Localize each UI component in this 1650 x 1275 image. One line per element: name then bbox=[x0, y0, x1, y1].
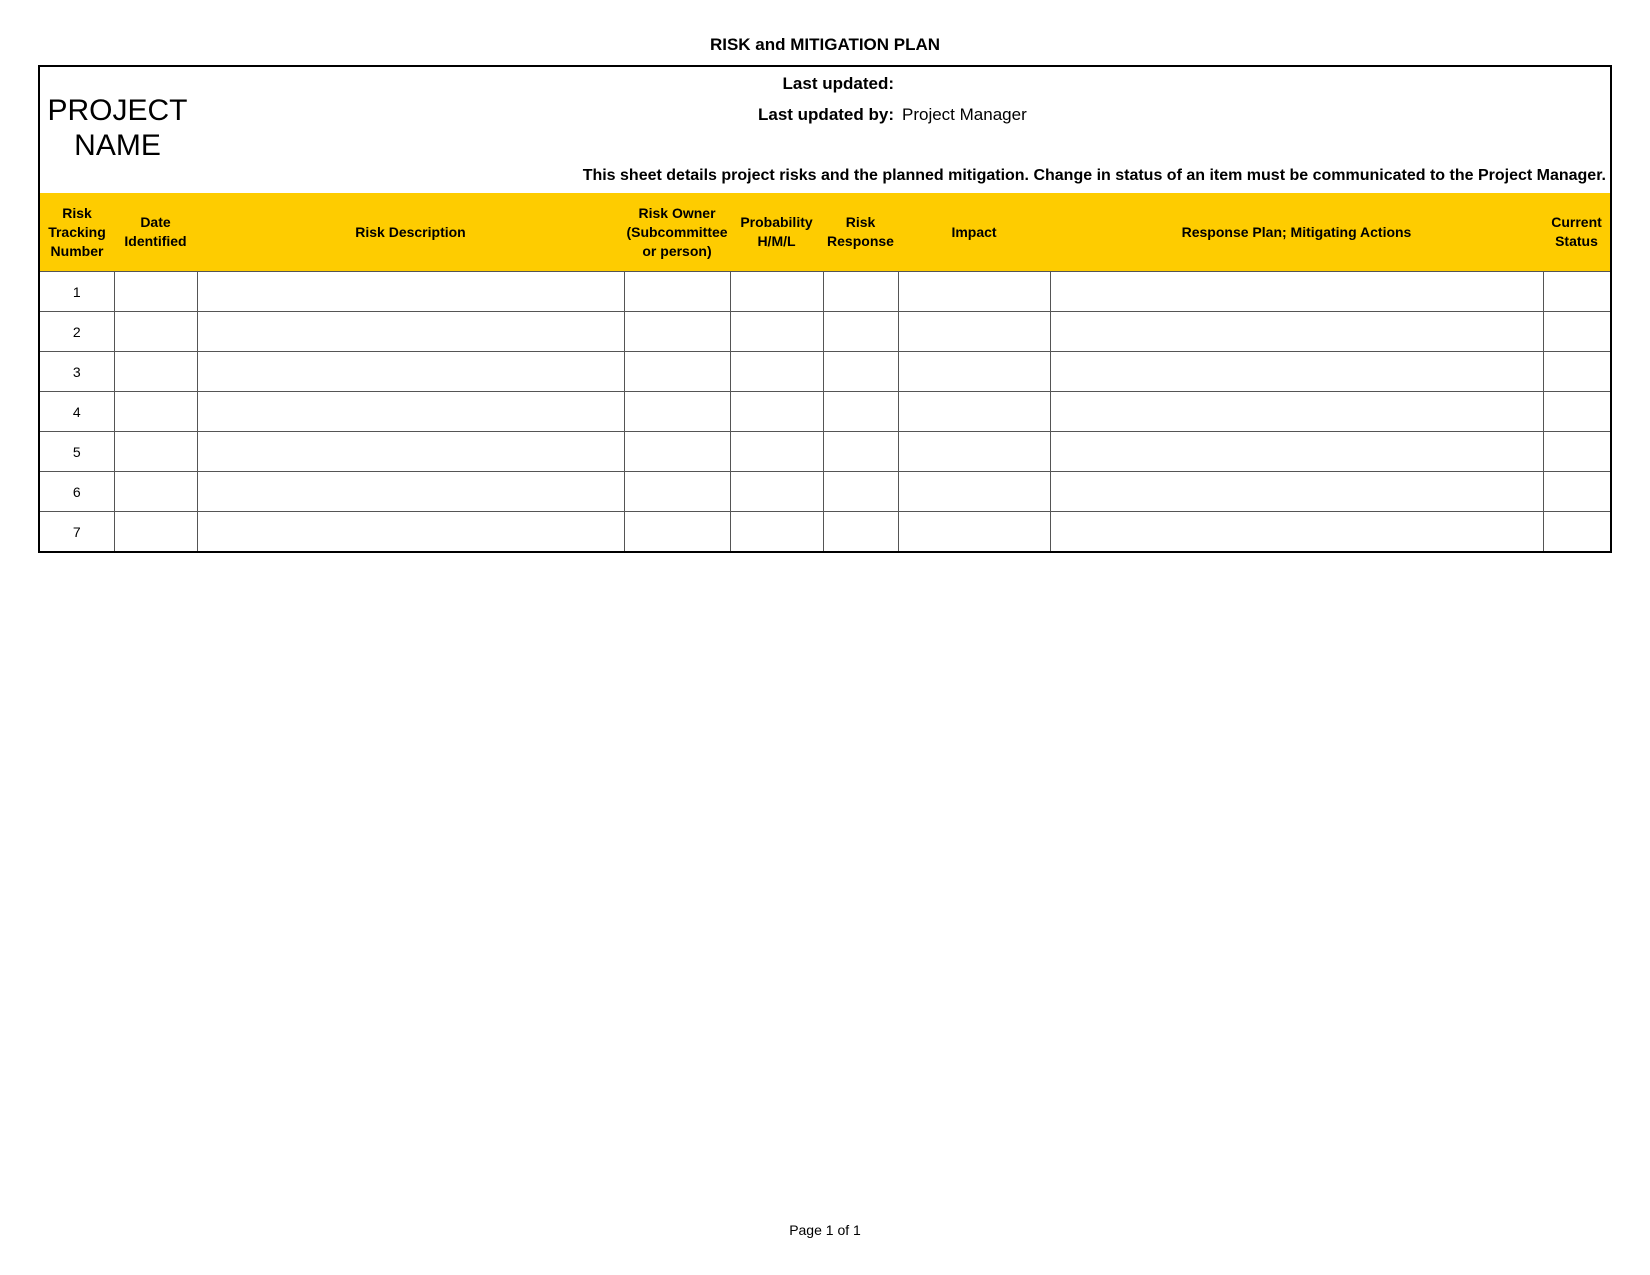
risk-number-cell[interactable]: 5 bbox=[40, 432, 114, 472]
table-cell[interactable] bbox=[1050, 512, 1543, 552]
risk-number-cell[interactable]: 7 bbox=[40, 512, 114, 552]
table-cell[interactable] bbox=[730, 272, 823, 312]
last-updated-by-label: Last updated by: bbox=[757, 105, 894, 124]
table-cell[interactable] bbox=[197, 312, 624, 352]
table-cell[interactable] bbox=[114, 432, 197, 472]
table-cell[interactable] bbox=[1543, 472, 1610, 512]
table-cell[interactable] bbox=[898, 312, 1050, 352]
table-cell[interactable] bbox=[624, 512, 730, 552]
table-cell[interactable] bbox=[1050, 312, 1543, 352]
table-cell[interactable] bbox=[823, 392, 898, 432]
table-cell[interactable] bbox=[114, 472, 197, 512]
risk-table bbox=[40, 193, 1610, 551]
table-cell[interactable] bbox=[730, 392, 823, 432]
table-row bbox=[40, 312, 1610, 352]
table-cell[interactable] bbox=[823, 272, 898, 312]
table-row bbox=[40, 272, 1610, 312]
table-cell[interactable] bbox=[624, 272, 730, 312]
last-updated-by-value: Project Manager bbox=[902, 105, 1027, 124]
column-header: Response Plan; Mitigating Actions bbox=[1050, 193, 1543, 272]
sheet-header bbox=[40, 67, 1610, 193]
risk-number-cell[interactable]: 3 bbox=[40, 352, 114, 392]
risk-sheet bbox=[38, 65, 1612, 553]
header-row bbox=[40, 193, 1610, 272]
table-cell[interactable] bbox=[197, 392, 624, 432]
table-cell[interactable] bbox=[114, 272, 197, 312]
table-cell[interactable] bbox=[1543, 352, 1610, 392]
table-cell[interactable] bbox=[898, 392, 1050, 432]
column-header: Probability H/M/L bbox=[730, 193, 823, 272]
table-cell[interactable] bbox=[823, 512, 898, 552]
column-header: Risk Owner (Subcommittee or person) bbox=[624, 193, 730, 272]
table-row bbox=[40, 472, 1610, 512]
table-row bbox=[40, 352, 1610, 392]
risk-number-cell[interactable]: 6 bbox=[40, 472, 114, 512]
table-row bbox=[40, 432, 1610, 472]
table-cell[interactable] bbox=[898, 432, 1050, 472]
table-cell[interactable] bbox=[898, 472, 1050, 512]
table-cell[interactable] bbox=[624, 312, 730, 352]
table-cell[interactable] bbox=[898, 512, 1050, 552]
risk-number-cell[interactable]: 1 bbox=[40, 272, 114, 312]
table-cell[interactable] bbox=[898, 352, 1050, 392]
table-cell[interactable] bbox=[823, 432, 898, 472]
table-cell[interactable] bbox=[1050, 472, 1543, 512]
table-cell[interactable] bbox=[197, 352, 624, 392]
table-cell[interactable] bbox=[730, 352, 823, 392]
table-row bbox=[40, 392, 1610, 432]
table-cell[interactable] bbox=[114, 392, 197, 432]
last-updated-label: Last updated: bbox=[782, 74, 894, 93]
table-cell[interactable] bbox=[197, 472, 624, 512]
project-name: PROJECT NAME bbox=[47, 94, 188, 162]
table-cell[interactable] bbox=[1543, 312, 1610, 352]
page-number: Page 1 of 1 bbox=[789, 1222, 861, 1238]
table-cell[interactable] bbox=[114, 512, 197, 552]
table-cell[interactable] bbox=[730, 432, 823, 472]
table-cell[interactable] bbox=[624, 392, 730, 432]
column-header: Impact bbox=[898, 193, 1050, 272]
table-cell[interactable] bbox=[624, 432, 730, 472]
column-header: Risk Description bbox=[197, 193, 624, 272]
table-cell[interactable] bbox=[730, 472, 823, 512]
table-cell[interactable] bbox=[1050, 432, 1543, 472]
table-row bbox=[40, 512, 1610, 552]
table-cell[interactable] bbox=[1543, 272, 1610, 312]
table-cell[interactable] bbox=[114, 352, 197, 392]
table-cell[interactable] bbox=[730, 312, 823, 352]
table-cell[interactable] bbox=[197, 432, 624, 472]
risk-number-cell[interactable]: 2 bbox=[40, 312, 114, 352]
table-cell[interactable] bbox=[1050, 392, 1543, 432]
table-cell[interactable] bbox=[823, 352, 898, 392]
table-cell[interactable] bbox=[1543, 392, 1610, 432]
sheet-note: This sheet details project risks and the planned mitigation. Change in status of an item must be communicated to the Project Manager. bbox=[582, 167, 1606, 184]
table-cell[interactable] bbox=[624, 352, 730, 392]
table-cell[interactable] bbox=[1050, 272, 1543, 312]
table-cell[interactable] bbox=[624, 472, 730, 512]
risk-number-cell[interactable]: 4 bbox=[40, 392, 114, 432]
table-cell[interactable] bbox=[197, 272, 624, 312]
table-cell[interactable] bbox=[1543, 512, 1610, 552]
table-cell[interactable] bbox=[898, 272, 1050, 312]
column-header: Date Identified bbox=[114, 193, 197, 272]
table-cell[interactable] bbox=[197, 512, 624, 552]
table-cell[interactable] bbox=[823, 312, 898, 352]
table-cell[interactable] bbox=[1050, 352, 1543, 392]
document-title: RISK and MITIGATION PLAN bbox=[709, 35, 941, 54]
column-header: Risk Response bbox=[823, 193, 898, 272]
table-cell[interactable] bbox=[114, 312, 197, 352]
column-header: Risk Tracking Number bbox=[40, 193, 114, 272]
table-cell[interactable] bbox=[823, 472, 898, 512]
column-header: Current Status bbox=[1543, 193, 1610, 272]
table-cell[interactable] bbox=[1543, 432, 1610, 472]
table-cell[interactable] bbox=[730, 512, 823, 552]
